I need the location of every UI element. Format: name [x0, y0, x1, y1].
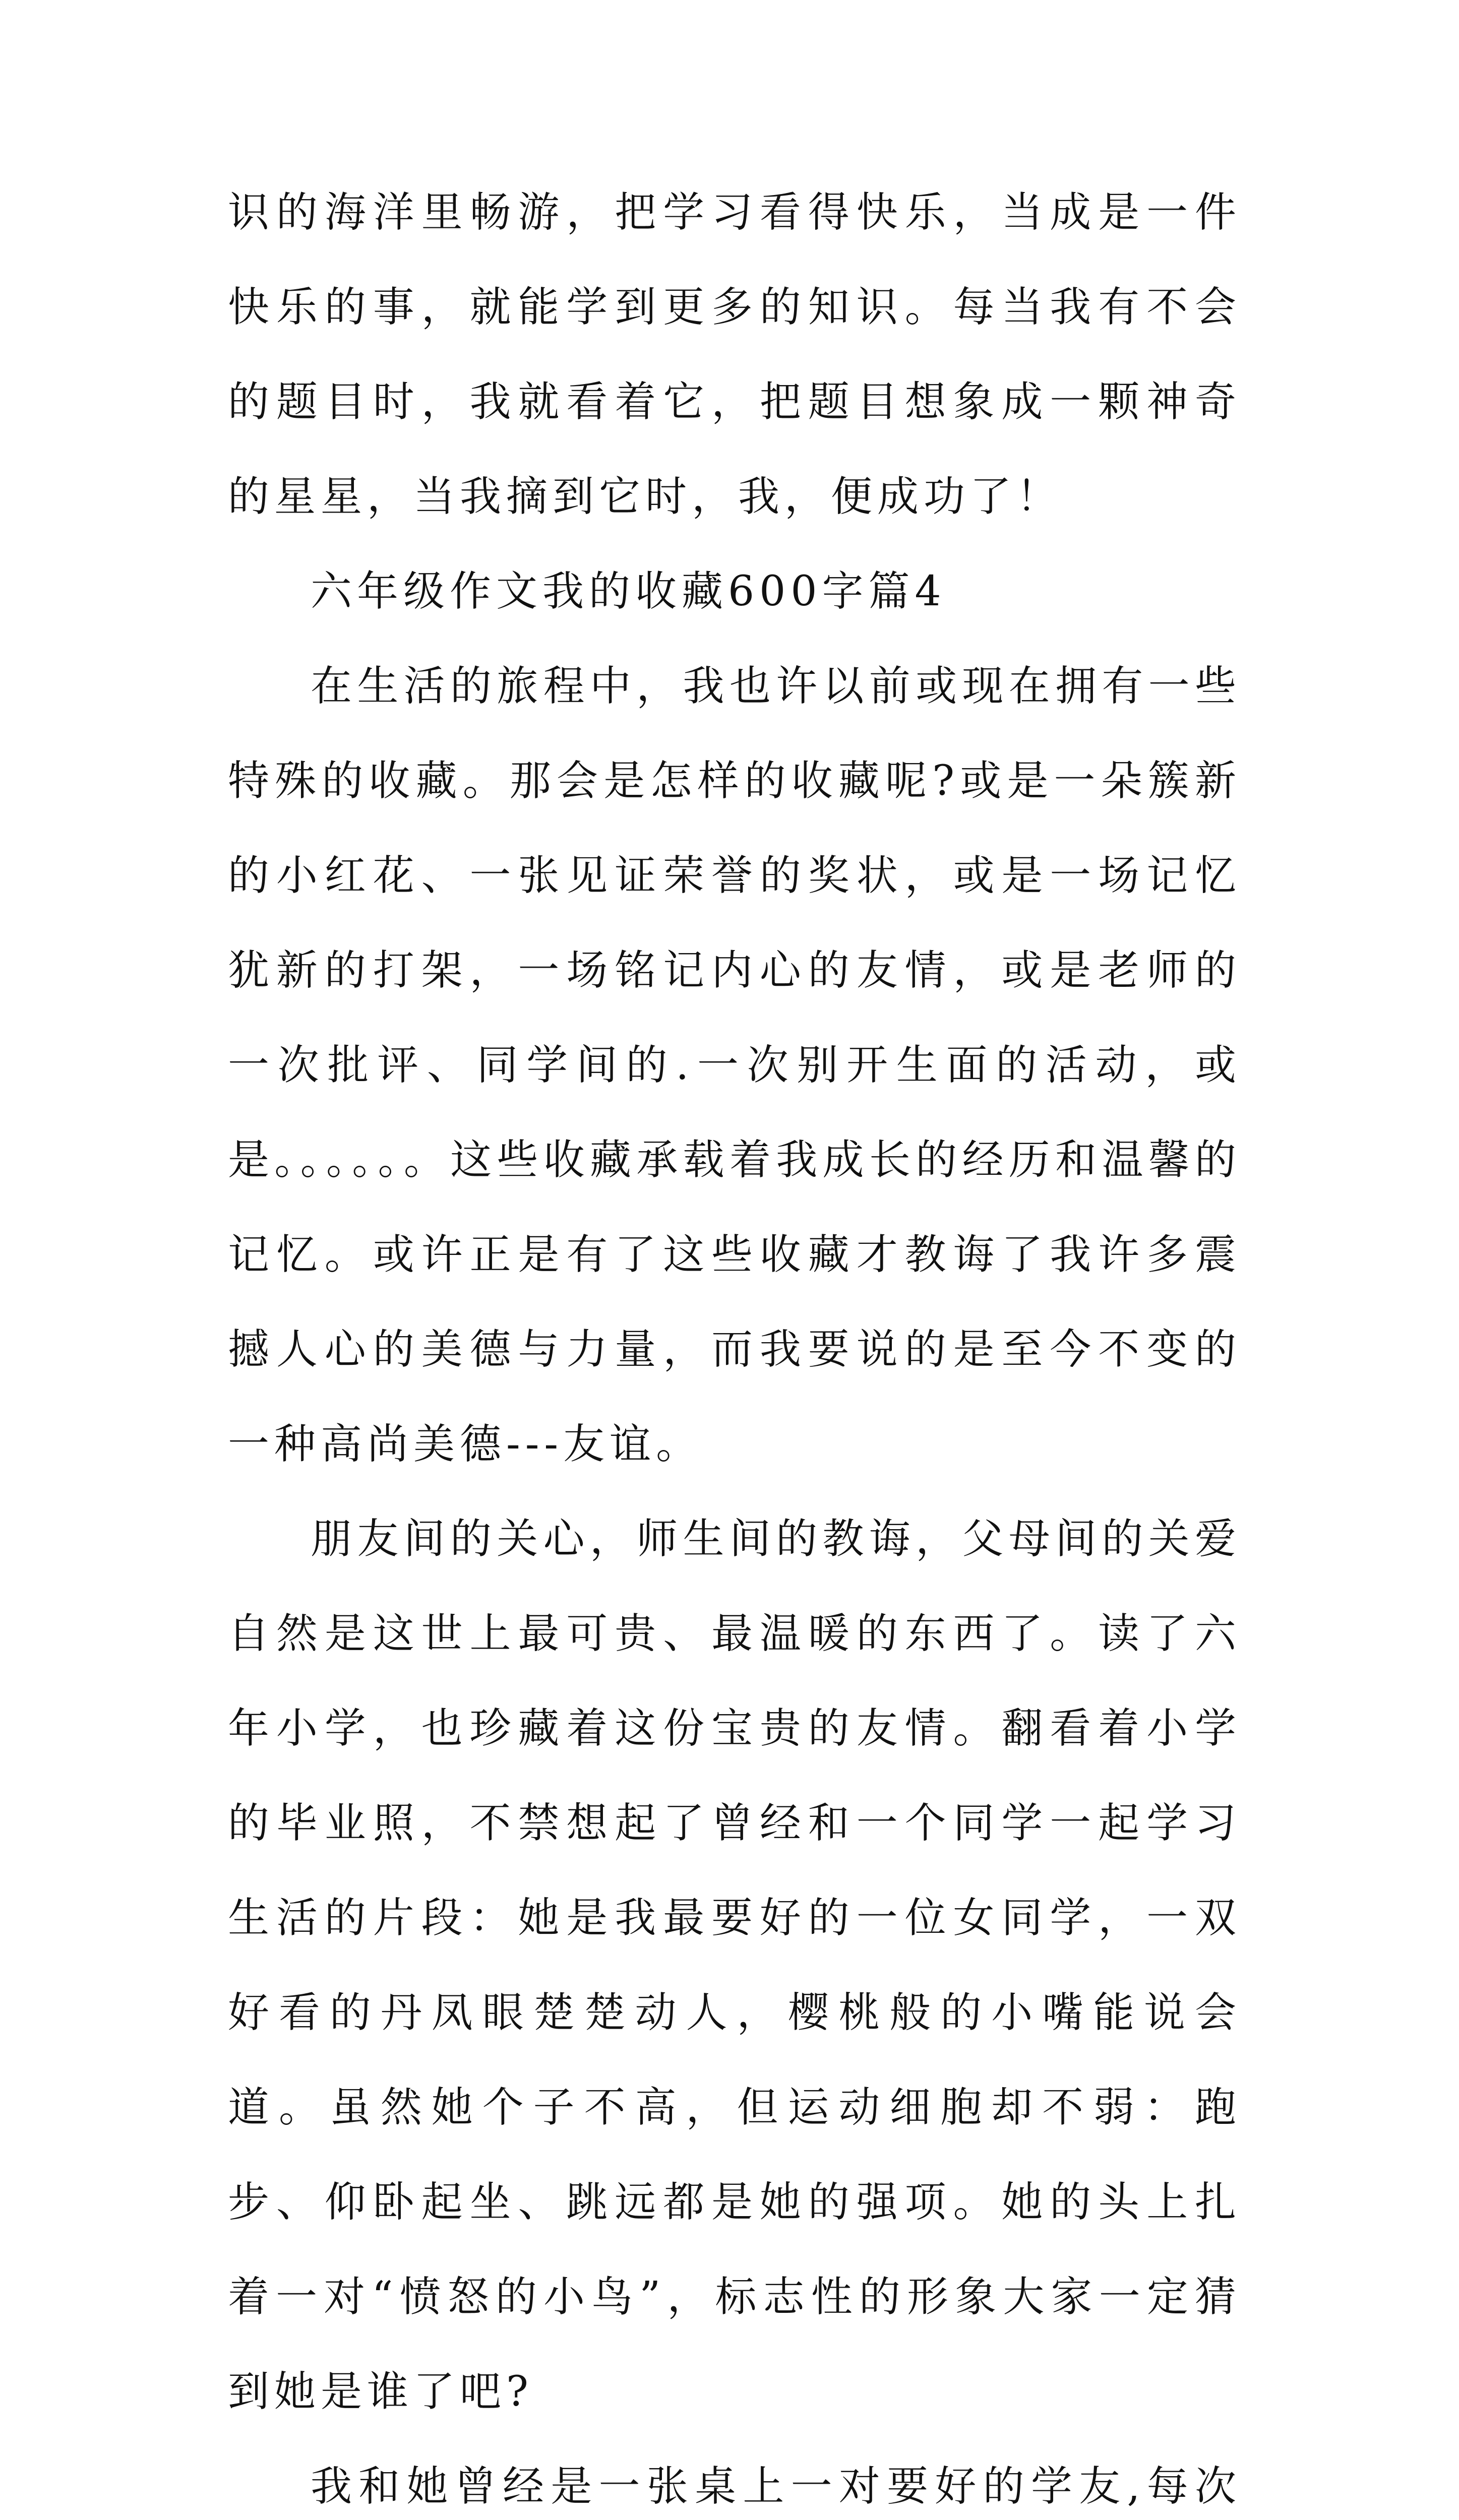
section-heading: 六年级作文我的收藏600字篇4: [311, 568, 946, 615]
document-body: [228, 165, 1241, 2520]
paragraph: 在生活的旅程中，我也许以前或现在拥有一些特殊的收藏。那会是怎样的收藏呢?或是一朵簇新的小红花、一张见证荣誉的奖状，或是一场记忆犹新的打架，一场铭记内心的友情，或是老师的一次批评、同学间的.一次别开生面的活动，或是。。。。。。这些收藏承载着我成长的经历和温馨的记忆。或许正是有了这些收藏才教诲了我许多震撼人心的美德与力量，而我要说的是至今不变的一种高尚美德---友谊。: [228, 662, 1241, 1468]
paragraph-continuation: 识的海洋里畅游，把学习看得快乐，当成是一件快乐的事，就能学到更多的知识。每当我有不会的题目时，我就看着它，把题目想象成一颗神奇的星星，当我摘到它时，我，便成功了！: [228, 188, 1241, 521]
paragraph: 朋友间的关心，师生间的教诲，父母间的关爱自然是这世上最可贵、最温暖的东西了。读了六年小学，也珍藏着这份宝贵的友情。翻看着小学的毕业照，不禁想起了曾经和一个同学一起学习生活的片段：她是我最要好的一位女同学，一双好看的丹凤眼楚楚动人，樱桃般的小嘴能说会道。虽然她个子不高，但运动细胞却不弱：跑步、仰卧起坐、跳远都是她的强项。她的头上扎着一对“愤怒的小鸟”，标志性的形象大家一定猜到她是谁了吧?: [228, 1515, 1241, 2416]
paragraph: 我和她曾经是一张桌上一对要好的学友,每次: [311, 2463, 1241, 2510]
